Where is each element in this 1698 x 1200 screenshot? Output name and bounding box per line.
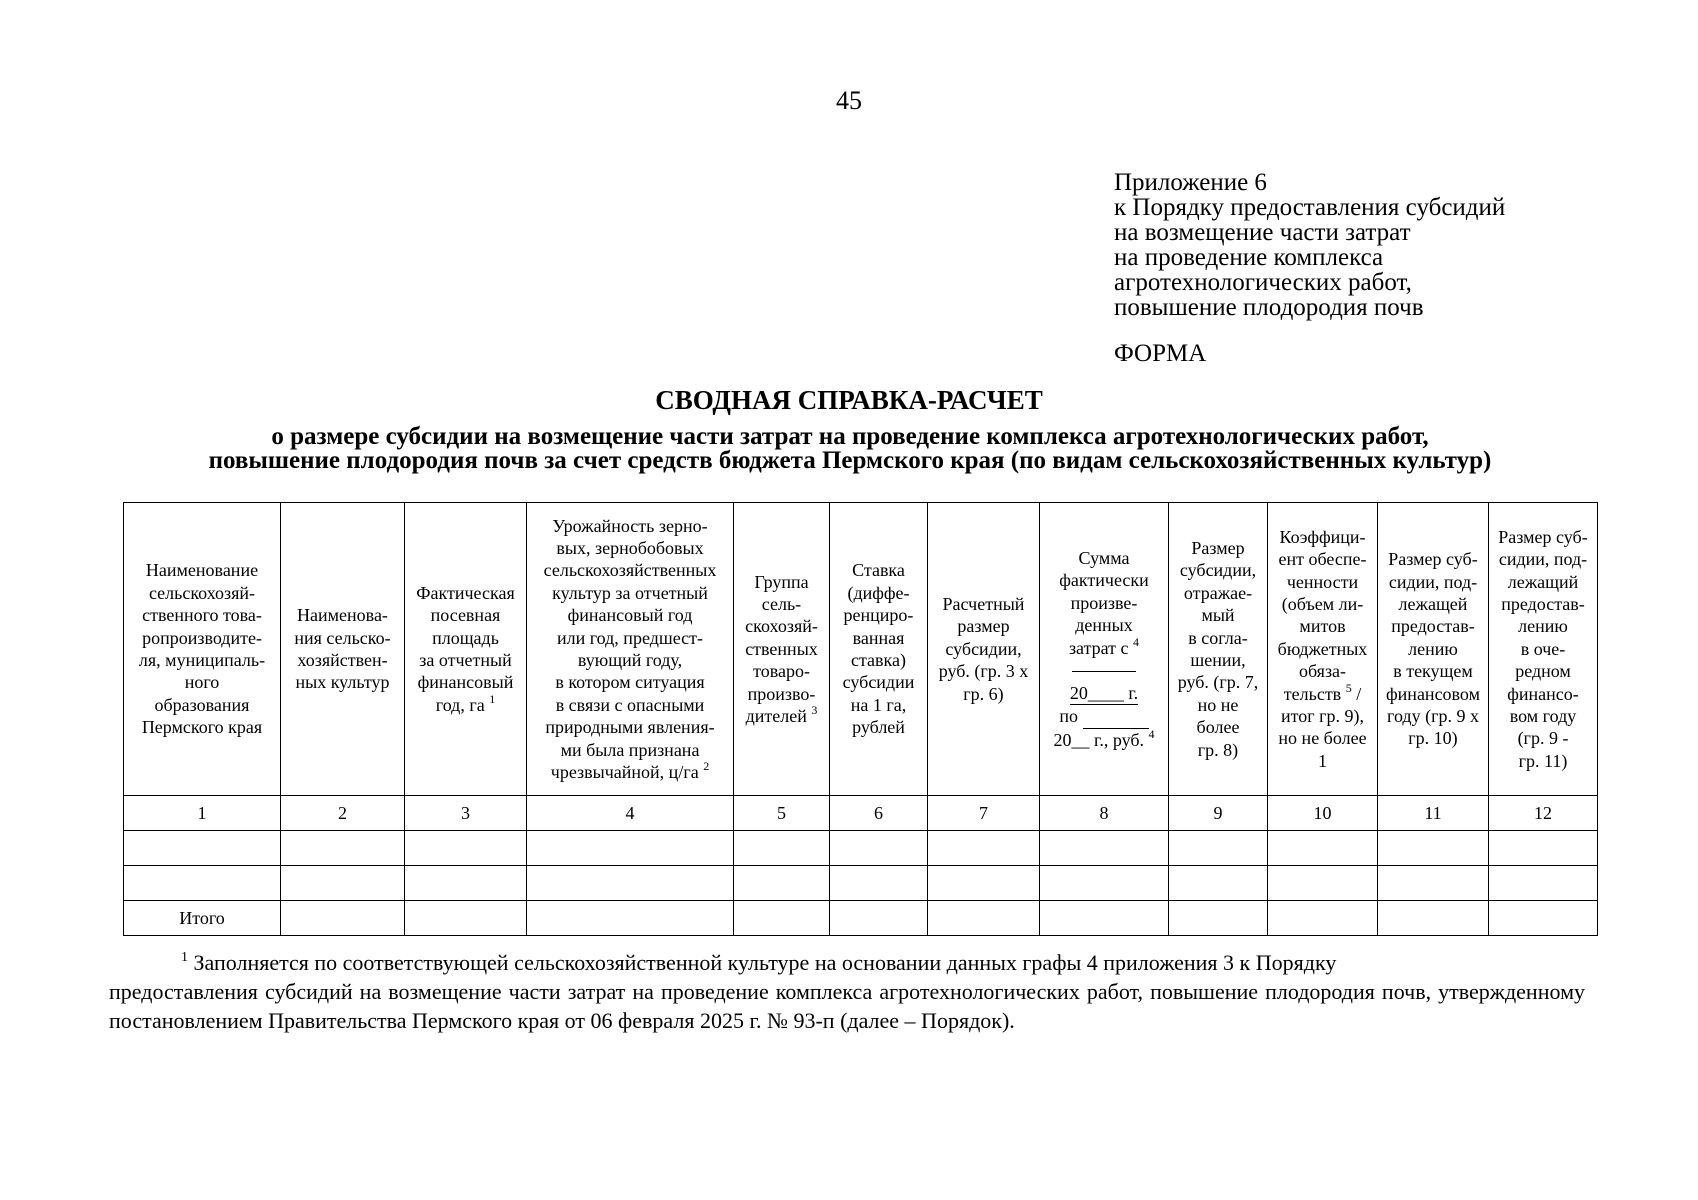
header-line: вующий году, xyxy=(577,650,683,670)
header-line: но не xyxy=(1197,694,1239,715)
header-line: ля, муниципаль- xyxy=(138,650,266,670)
header-line xyxy=(1041,634,1167,659)
table-cell xyxy=(281,866,405,901)
blank-line xyxy=(1072,659,1136,672)
total-label: Итого xyxy=(124,901,281,936)
header-line: Расчетный xyxy=(942,593,1025,614)
table-cell xyxy=(1489,901,1598,936)
header-line: субсидии, xyxy=(1179,560,1257,581)
table-cell xyxy=(928,901,1040,936)
footnote-marker: 2 xyxy=(703,759,710,774)
header-line: в текущем xyxy=(1393,661,1473,682)
footnote-text: Заполняется по соответствующей сельскохозяйственной культуре на основании данных графы 4 приложения 3 к Порядку xyxy=(193,950,1337,975)
appendix-line: на проведение комплекса xyxy=(1114,244,1384,271)
header-line: руб. (гр. 7, xyxy=(1177,672,1259,693)
footnote xyxy=(109,948,1585,1035)
header-text: дителей xyxy=(745,706,807,727)
header-line: культур за отчетный xyxy=(552,582,708,603)
header-line: рублей xyxy=(852,717,905,738)
date-from xyxy=(1041,682,1167,705)
header-line: лению xyxy=(1518,616,1568,637)
header-line: Наименование xyxy=(145,560,259,581)
header-line: ченности xyxy=(1286,571,1359,592)
table-cell xyxy=(1268,866,1378,901)
header-line: или год, предшест- xyxy=(556,627,703,648)
header-line: финансо- xyxy=(1507,683,1579,704)
table-cell xyxy=(830,866,928,901)
header-line: ми была признана xyxy=(560,739,700,760)
column-number: 8 xyxy=(1040,796,1169,831)
column-header-yield xyxy=(527,503,734,796)
header-line: на 1 га, xyxy=(850,694,907,715)
column-header-actual-costs xyxy=(1040,503,1169,796)
date-to-prefix: по xyxy=(1059,706,1079,727)
column-number: 2 xyxy=(281,796,405,831)
table-cell xyxy=(734,831,830,866)
header-text: чрезвычайной, ц/га xyxy=(550,762,699,783)
table-cell xyxy=(124,831,281,866)
header-line: Группа xyxy=(754,571,809,592)
header-line: (объем ли- xyxy=(1281,593,1364,614)
footnote-marker: 5 xyxy=(1345,680,1352,695)
footnote-first-line xyxy=(109,948,1585,977)
header-line: мый xyxy=(1201,605,1235,626)
table-cell xyxy=(1378,831,1489,866)
header-line: (гр. 9 - xyxy=(1517,728,1569,749)
table-cell xyxy=(1489,866,1598,901)
subtitle-line: о размере субсидии на возмещение части затрат на проведение комплекса агротехнологических работ, xyxy=(271,423,1429,450)
header-line: площадь xyxy=(432,627,499,648)
column-header-producer xyxy=(124,503,281,796)
header-line: сидии, под- xyxy=(1388,571,1478,592)
table-row xyxy=(124,831,1598,866)
table-cell xyxy=(830,901,928,936)
footnote-marker: 4 xyxy=(1133,634,1140,649)
footnote-marker: 1 xyxy=(489,691,496,706)
header-line: ропроизводите- xyxy=(142,627,262,648)
appendix-line: повышение плодородия почв xyxy=(1114,294,1424,321)
header-line: ставка) xyxy=(850,650,907,670)
table-cell xyxy=(928,831,1040,866)
header-line: лежащей xyxy=(1398,593,1468,614)
column-number: 9 xyxy=(1169,796,1268,831)
table-cell xyxy=(830,831,928,866)
table-cell xyxy=(124,866,281,901)
column-number: 1 xyxy=(124,796,281,831)
appendix-line: Приложение 6 xyxy=(1114,169,1267,196)
header-line: бюджетных xyxy=(1277,638,1368,659)
header-line: сидии, под- xyxy=(1498,549,1588,570)
table-cell xyxy=(281,901,405,936)
header-line: Фактическая xyxy=(416,582,515,603)
header-line: сельскохозяй- xyxy=(148,582,256,603)
table-cell xyxy=(734,866,830,901)
column-header-coefficient xyxy=(1268,503,1378,796)
header-line: скохозяй- xyxy=(745,616,818,637)
header-line xyxy=(528,761,732,783)
header-line: финансовый год xyxy=(567,605,693,626)
table-cell xyxy=(1378,901,1489,936)
header-line: Сумма xyxy=(1078,547,1130,568)
header-text: / xyxy=(1351,683,1362,704)
header-line: Наименова- xyxy=(297,605,388,626)
column-header-calculated-subsidy xyxy=(928,503,1040,796)
header-line: в связи с опасными xyxy=(555,694,705,715)
date-to-value: 20__ г., руб. xyxy=(1053,729,1145,750)
appendix-block xyxy=(1114,170,1505,320)
header-line: финансовом xyxy=(1386,683,1480,704)
header-line xyxy=(406,691,525,716)
column-number-row xyxy=(124,796,1598,831)
table-cell xyxy=(928,866,1040,901)
header-line: Урожайность зерно- xyxy=(552,515,708,536)
header-line: предостав- xyxy=(1501,593,1585,614)
total-row xyxy=(124,901,1598,936)
table-cell xyxy=(281,831,405,866)
header-line: в согла- xyxy=(1188,627,1248,648)
header-line: сель- xyxy=(761,593,802,614)
page-number: 45 xyxy=(836,86,862,115)
header-line: вых, зернобобовых xyxy=(556,537,704,558)
header-line: за отчетный xyxy=(419,650,512,670)
header-line: ственного това- xyxy=(142,605,262,626)
header-line: размер xyxy=(957,616,1010,637)
header-line: лежащий xyxy=(1507,571,1579,592)
table-cell xyxy=(527,901,734,936)
header-row xyxy=(124,503,1598,796)
header-line: субсидии, xyxy=(945,638,1022,659)
header-line: Размер суб- xyxy=(1388,549,1478,570)
table-cell xyxy=(1268,831,1378,866)
header-line: предостав- xyxy=(1391,616,1475,637)
date-to-blank xyxy=(1083,705,1149,728)
header-line: в котором ситуация xyxy=(555,672,705,693)
column-number: 7 xyxy=(928,796,1040,831)
header-text: тельств xyxy=(1283,683,1342,704)
document-subtitle xyxy=(80,425,1620,473)
header-line: (диффе- xyxy=(847,582,910,603)
header-line: Ставка xyxy=(852,560,905,581)
column-number: 4 xyxy=(527,796,734,831)
table-cell xyxy=(734,901,830,936)
header-line: обяза- xyxy=(1298,661,1347,682)
header-line: гр. 11) xyxy=(1518,750,1568,771)
footnote-marker: 4 xyxy=(1148,726,1155,741)
column-header-producer-group xyxy=(734,503,830,796)
footnote-text-rest: предоставления субсидий на возмещение части затрат на проведение комплекса агротехнологических работ, повышение плодородия почв, утвержденному постановлением Правительства Пермского края от 06 февраля 2025 г. № 93-п (далее – Порядок). xyxy=(109,979,1585,1033)
table-cell xyxy=(405,901,527,936)
header-line: ент обеспе- xyxy=(1278,549,1367,570)
table-cell xyxy=(1489,831,1598,866)
table-cell xyxy=(1040,901,1169,936)
header-line: лению xyxy=(1408,638,1458,659)
header-text: год, га xyxy=(435,694,485,715)
header-line: отражае- xyxy=(1183,582,1253,603)
header-line: итог гр. 9), xyxy=(1280,706,1365,727)
header-line: Размер суб- xyxy=(1498,526,1588,547)
header-line: денных xyxy=(1075,615,1133,636)
header-line: митов xyxy=(1299,616,1346,637)
header-line: ния сельско- xyxy=(294,627,391,648)
table-cell xyxy=(527,831,734,866)
header-line: вом году xyxy=(1509,706,1577,727)
header-line: произво- xyxy=(747,683,816,704)
table-cell xyxy=(1169,901,1268,936)
table-cell xyxy=(1040,866,1169,901)
header-line: фактически xyxy=(1059,570,1149,591)
table-cell xyxy=(1169,831,1268,866)
form-label: ФОРМА xyxy=(1114,340,1207,367)
column-header-rate xyxy=(830,503,928,796)
header-line: ного xyxy=(184,672,220,693)
header-line: шении, xyxy=(1190,650,1246,670)
table-cell xyxy=(405,866,527,901)
table-cell xyxy=(1169,866,1268,901)
column-number: 12 xyxy=(1489,796,1598,831)
header-line: хозяйствен- xyxy=(297,650,388,670)
footnote-marker: 3 xyxy=(811,703,818,718)
column-header-current-year-subsidy xyxy=(1378,503,1489,796)
header-line: ных культур xyxy=(295,672,390,693)
header-line: субсидии xyxy=(842,672,915,693)
column-number: 5 xyxy=(734,796,830,831)
header-line: гр. 8) xyxy=(1197,739,1239,760)
header-line: Коэффици- xyxy=(1279,526,1366,547)
date-from-value: 20____ г. xyxy=(1070,682,1138,705)
footnote-marker: 1 xyxy=(181,950,188,965)
column-number: 11 xyxy=(1378,796,1489,831)
header-line: природными явления- xyxy=(545,717,715,738)
date-to-line xyxy=(1041,705,1167,728)
header-line: Размер xyxy=(1191,537,1245,558)
column-number: 3 xyxy=(405,796,527,831)
header-line: ренциро- xyxy=(843,605,914,626)
header-line: году (гр. 9 х xyxy=(1387,706,1479,727)
appendix-line: к Порядку предоставления субсидий xyxy=(1114,194,1506,221)
header-line: произве- xyxy=(1070,592,1138,613)
subtitle-line: повышение плодородия почв за счет средств бюджета Пермского края (по видам сельскохозяйственных культур) xyxy=(208,447,1492,474)
date-to xyxy=(1041,726,1167,751)
header-line: гр. 10) xyxy=(1408,728,1458,749)
column-header-sown-area xyxy=(405,503,527,796)
table-cell xyxy=(1040,831,1169,866)
appendix-line: на возмещение части затрат xyxy=(1114,219,1411,246)
header-line: посевная xyxy=(430,605,501,626)
table-cell xyxy=(1268,901,1378,936)
header-line xyxy=(735,705,828,727)
header-line: в оче- xyxy=(1520,638,1566,659)
header-line: гр. 6) xyxy=(963,683,1004,704)
header-line: Пермского края xyxy=(141,717,263,738)
table-row xyxy=(124,866,1598,901)
header-line: редном xyxy=(1515,661,1571,682)
column-header-agreement-subsidy xyxy=(1169,503,1268,796)
table-cell xyxy=(1378,866,1489,901)
table-cell xyxy=(405,831,527,866)
column-number: 6 xyxy=(830,796,928,831)
header-line: ванная xyxy=(852,627,905,648)
appendix-line: агротехнологических работ, xyxy=(1114,269,1412,296)
header-line: финансовый xyxy=(417,672,514,693)
column-header-next-year-subsidy xyxy=(1489,503,1598,796)
header-line xyxy=(1269,680,1376,705)
header-line: товаро- xyxy=(753,661,810,682)
header-line: но не более xyxy=(1278,728,1367,749)
header-line: руб. (гр. 3 х xyxy=(938,661,1029,682)
header-line: более xyxy=(1196,717,1240,738)
header-line: 1 xyxy=(1318,750,1327,771)
header-text: затрат с xyxy=(1068,637,1129,658)
header-line: сельскохозяйственных xyxy=(543,560,717,581)
column-number: 10 xyxy=(1268,796,1378,831)
calculation-table xyxy=(123,502,1598,936)
document-title: СВОДНАЯ СПРАВКА-РАСЧЕТ xyxy=(655,385,1043,415)
header-line: ственных xyxy=(745,638,818,659)
header-line: образования xyxy=(154,694,250,715)
column-header-crop xyxy=(281,503,405,796)
table-cell xyxy=(527,866,734,901)
